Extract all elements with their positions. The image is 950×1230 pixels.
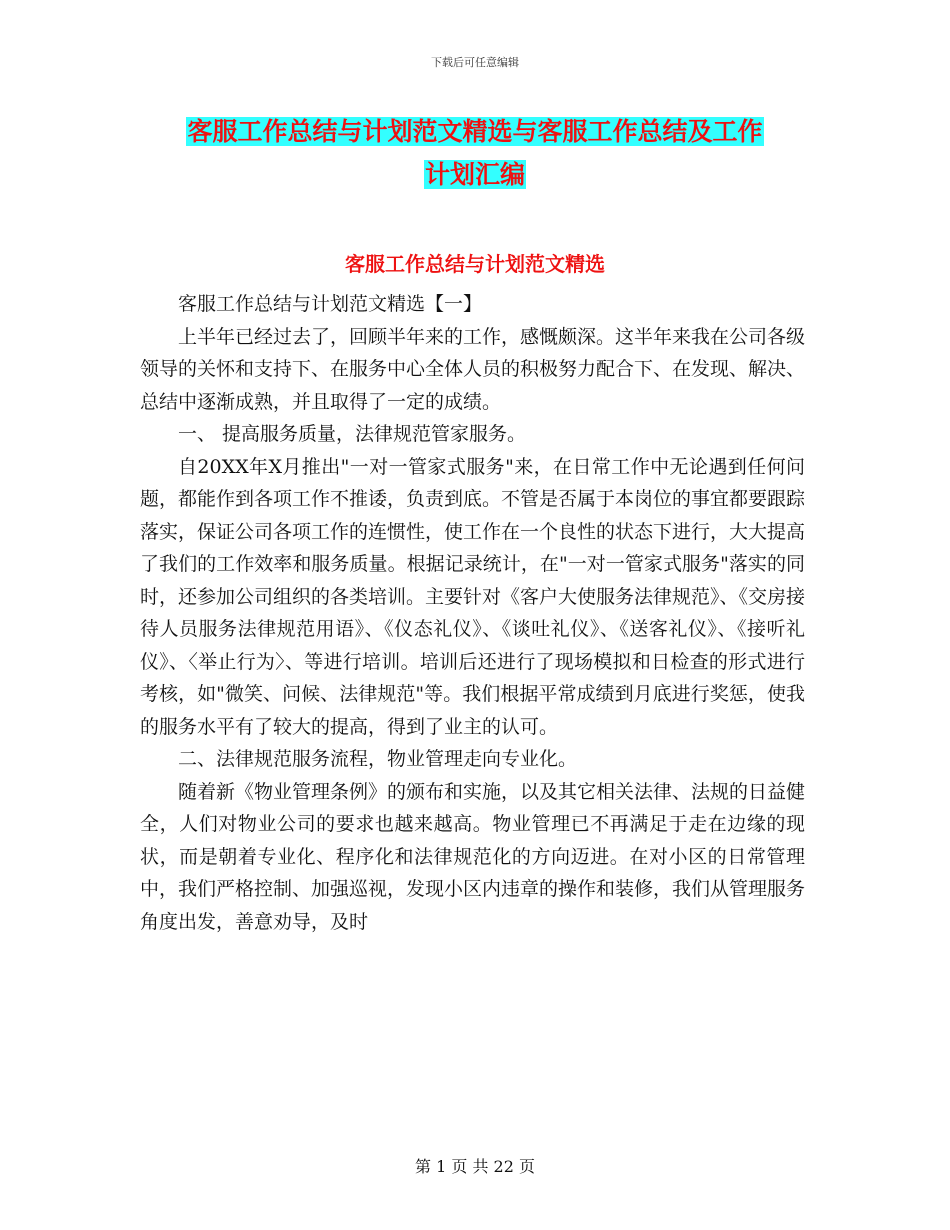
header-note: 下载后可任意编辑 <box>431 56 519 69</box>
main-title <box>150 110 800 196</box>
paragraph: 客服工作总结与计划范文精选【一】 <box>178 293 483 315</box>
paragraph: 自20XX年X月推出"一对一管家式服务"来，在日常工作中无论遇到任何问题，都能作到各项工作不推诿，负责到底。不管是否属于本岗位的事宜都要跟踪落实，保证公司各项工作的连惯性，使工作在一个良性的状态下进行，大大提高了我们的工作效率和服务质量。根据记录统计，在"一对一管家式服务"落实的同时，还参加公司组织的各类培训。主要针对《客户大使服务法律规范》、《交房接待人员服务法律规范用语》、《仪态礼仪》、《谈吐礼仪》、《送客礼仪》、《接听礼仪》、〈举止行为〉、等进行培训。培训后还进行了现场模拟和日检查的形式进行考核，如"微笑、问候、法律规范"等。我们根据平常成绩到月底进行奖惩，使我的服务水平有了较大的提高，得到了业主的认可。 <box>140 455 806 738</box>
main-title-line-2: 计划汇编 <box>424 160 525 189</box>
section-title: 客服工作总结与计划范文精选 <box>345 252 605 276</box>
paragraph: 上半年已经过去了，回顾半年来的工作，感慨颇深。这半年来我在公司各级领导的关怀和支持下、在服务中心全体人员的积极努力配合下、在发现、解决、总结中逐渐成熟，并且取得了一定的成绩。 <box>140 325 806 413</box>
paragraph: 二、法律规范服务流程，物业管理走向专业化。 <box>178 748 578 770</box>
paragraph: 随着新《物业管理条例》的颁布和实施，以及其它相关法律、法规的日益健全，人们对物业公司的要求也越来越高。物业管理已不再满足于走在边缘的现状，而是朝着专业化、程序化和法律规范化的方向迈进。在对小区的日常管理中，我们严格控制、加强巡视，发现小区内违章的操作和装修，我们从管理服务角度出发，善意劝导，及时 <box>140 780 806 933</box>
body-text <box>140 288 805 938</box>
paragraph: 一、 提高服务质量，法律规范管家服务。 <box>178 423 527 445</box>
page-number: 第 1 页 共 22 页 <box>415 1157 535 1176</box>
main-title-line-1: 客服工作总结与计划范文精选与客服工作总结及工作 <box>187 117 763 146</box>
